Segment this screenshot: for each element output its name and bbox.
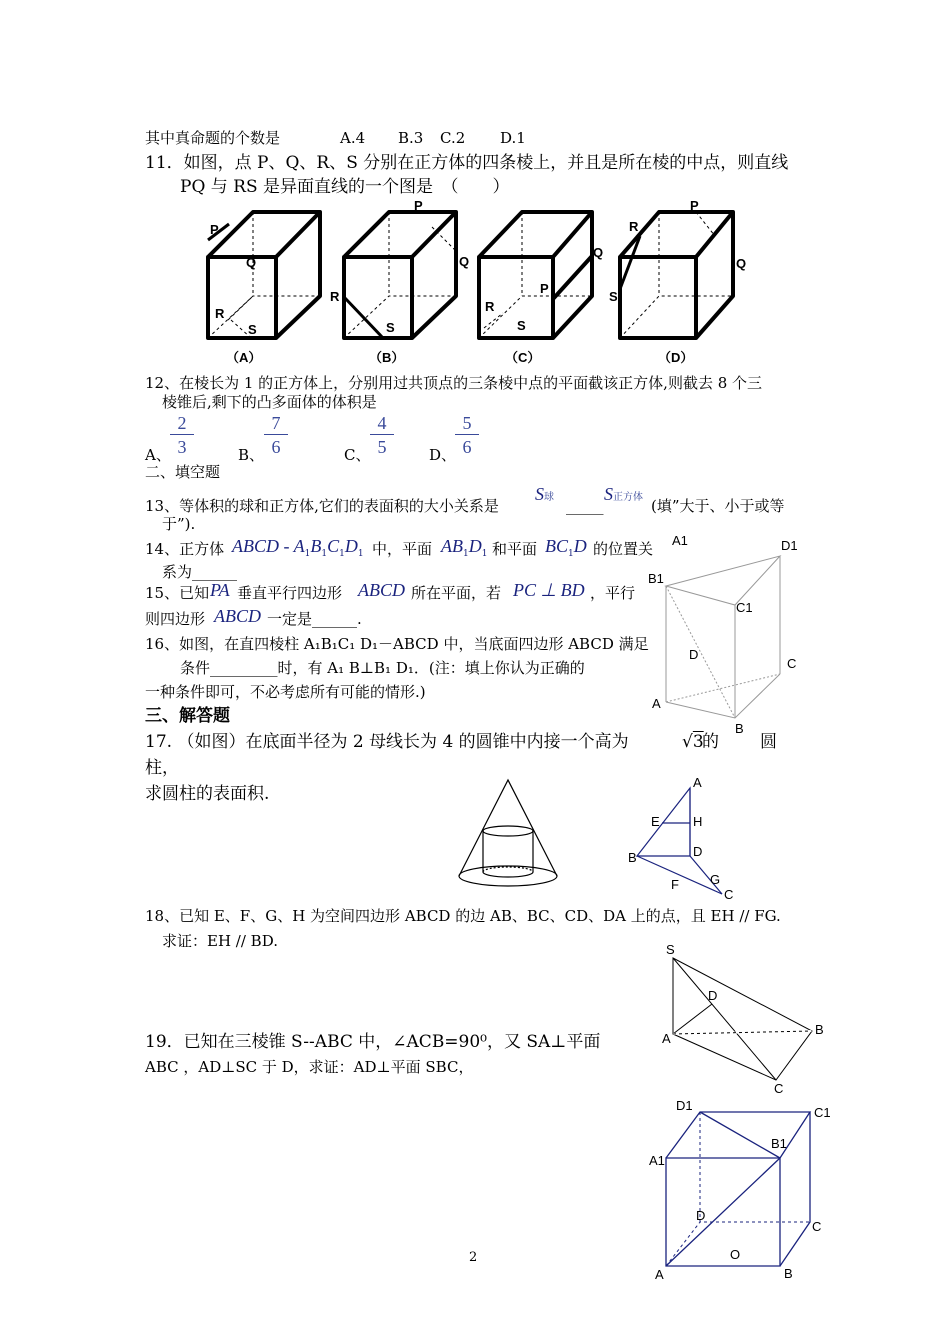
tri-label-b: B (628, 850, 637, 865)
pyr-label-c: C (774, 1081, 784, 1096)
tri-label-f: F (671, 877, 679, 892)
q14-line2: 系为______ (162, 563, 238, 581)
fig-b-label-q: Q (459, 254, 470, 269)
prism-label-b1: B1 (648, 571, 664, 586)
fig-c-label-r: R (485, 299, 495, 314)
caption-b: （B） (369, 350, 405, 365)
fig-b-label-s: S (386, 320, 395, 335)
q10-option-b: B.3 (398, 129, 424, 147)
q12-option-b-fraction: $\frac{7}{6}$ (264, 412, 288, 459)
q10-option-d: D.1 (500, 129, 526, 147)
cube-label-o: O (730, 1247, 741, 1262)
q15-line2a: 则四边形 (145, 610, 206, 628)
q15-suffix: ，平行 (590, 584, 636, 602)
q17-line2: 柱， (145, 758, 179, 778)
fig-d-label-s: S (609, 289, 618, 304)
pyr-label-a: A (662, 1031, 671, 1046)
pyr-label-b: B (815, 1022, 824, 1037)
q12-option-c-fraction: $\frac{4}{5}$ (370, 412, 394, 459)
q15-line2b: 一定是______. (267, 610, 362, 628)
fig-c-label-p: P (540, 281, 549, 296)
page-number: 2 (469, 1250, 478, 1265)
q12-option-d-fraction: $\frac{5}{6}$ (455, 412, 479, 459)
section-fill-in: 二、填空题 (145, 463, 221, 481)
q14-prefix: 14、正方体 (145, 540, 225, 558)
q10-option-a: A.4 (340, 129, 366, 147)
tri-label-d: D (693, 844, 703, 859)
prism-label-c1: C1 (736, 600, 753, 615)
q17-line1b: 的 (702, 732, 719, 752)
caption-a: （A） (226, 350, 262, 365)
q18-line2: 求证：EH // BD. (162, 932, 278, 950)
q13-s-sphere: S球 (535, 484, 554, 504)
fig-a-label-p: P (210, 222, 219, 237)
cube-label-d: D (696, 1208, 706, 1223)
q11-line1: 11．如图，点 P、Q、R、S 分别在正方体的四条棱上，并且是所在棱的中点，则直线 (145, 153, 789, 173)
q14-plane-1: $AB_1D_1$ (441, 536, 488, 559)
section-answer: 三、解答题 (145, 706, 230, 726)
fig-d-label-q: Q (736, 256, 747, 271)
q18-line1: 18、已知 E、F、G、H 为空间四边形 ABCD 的边 AB、BC、CD、DA 上的点，且 EH // FG. (145, 907, 781, 925)
pyr-label-d: D (708, 988, 718, 1003)
q13-blank: _____ (566, 497, 604, 515)
cube-label-c1: C1 (814, 1105, 831, 1120)
prism-label-a: A (652, 696, 661, 711)
cube-label-b1: B1 (771, 1136, 787, 1151)
cube-label-a: A (655, 1267, 664, 1282)
fig-d-label-p: P (690, 198, 699, 213)
cube-label-b: B (784, 1266, 793, 1281)
q15-mid2: 所在平面，若 (411, 584, 502, 602)
q10-stem: 其中真命题的个数是 (145, 129, 281, 147)
q13-prefix: 13、等体积的球和正方体,它们的表面积的大小关系是 (145, 497, 499, 515)
fig-c-label-s: S (517, 318, 526, 333)
prism-label-c: C (787, 656, 797, 671)
fig-b-label-r: R (330, 289, 340, 304)
fig-b-label-p: P (414, 198, 423, 213)
q14-mid: 中，平面 (372, 540, 433, 558)
tri-label-c: C (724, 887, 734, 902)
prism-label-d: D (689, 647, 699, 662)
pyr-label-s: S (666, 942, 675, 957)
q17-sqrt: √3 (682, 732, 704, 752)
q15-prefix: 15、已知 (145, 584, 210, 602)
prism-label-b: B (735, 721, 744, 736)
q19-line1: 19．已知在三棱锥 S--ABC 中，∠ACB=90⁰，又 SA⊥平面 (145, 1032, 601, 1052)
prism-label-a1: A1 (672, 533, 688, 548)
q12-option-a-letter: A、 (145, 446, 171, 464)
q13-suffix: (填”大于、小于或等 (651, 497, 785, 515)
q14-suffix: 的位置关 (593, 540, 654, 558)
fig-a-label-q: Q (246, 255, 257, 270)
caption-d: （D） (658, 350, 694, 365)
fig-c-label-q: Q (593, 245, 604, 260)
fig-a-label-s: S (248, 322, 257, 337)
q17-line3: 求圆柱的表面积. (145, 784, 270, 804)
fig-a-label-r: R (215, 306, 225, 321)
q15-condition: PC ⊥ BD (513, 580, 585, 600)
q17-line1: 17. （如图）在底面半径为 2 母线长为 4 的圆锥中内接一个高为 (145, 732, 629, 752)
q12-option-b-letter: B、 (238, 446, 265, 464)
q16-line3: 一种条件即可，不必考虑所有可能的情形.) (145, 683, 426, 701)
cube-label-c: C (812, 1219, 822, 1234)
q15-pa: PA (210, 580, 230, 600)
caption-c: （C） (505, 350, 541, 365)
tri-label-h: H (693, 814, 703, 829)
q12-line2: 棱锥后,剩下的凸多面体的体积是 (162, 393, 377, 411)
q11-line2: PQ 与 RS 是异面直线的一个图是 （ ） (180, 177, 510, 197)
q14-plane-2: $BC_1D$ (545, 536, 587, 559)
q19-line2: ABC ，AD⊥SC 于 D，求证：AD⊥平面 SBC， (145, 1058, 474, 1076)
q10-option-c: C.2 (440, 129, 466, 147)
q16-line1: 16、如图，在直四棱柱 A₁B₁C₁ D₁－ABCD 中，当底面四边形 ABCD 满足 (145, 635, 649, 653)
q14-cube-expression: ABCD - $A_1B_1C_1D_1$ (232, 536, 364, 559)
tri-label-e: E (651, 814, 660, 829)
tri-label-g: G (710, 872, 721, 887)
cube-label-d1: D1 (676, 1098, 693, 1113)
q15-mid: 垂直平行四边形 (237, 584, 343, 602)
prism-label-d1: D1 (781, 538, 798, 553)
q15-abcd-2: ABCD (214, 606, 261, 626)
q13-s-cube: S正方体 (604, 484, 643, 504)
q12-option-d-letter: D、 (429, 446, 457, 464)
q12-option-c-letter: C、 (344, 446, 371, 464)
tri-label-a: A (693, 775, 702, 790)
fig-d-label-r: R (629, 219, 639, 234)
q16-line2: 条件_________时，有 A₁ B⊥B₁ D₁．(注：填上你认为正确的 (180, 659, 585, 677)
q15-abcd: ABCD (358, 580, 405, 600)
q17-line1c: 圆 (760, 732, 777, 752)
q13-line2: 于”). (162, 515, 196, 533)
q12-line1: 12、在棱长为 1 的正方体上，分别用过共顶点的三条棱中点的平面截该正方体,则截去 8 个三 (145, 374, 763, 392)
q14-and: 和平面 (492, 540, 538, 558)
cube-label-a1: A1 (649, 1153, 665, 1168)
q12-option-a-fraction: $\frac{2}{3}$ (170, 412, 194, 459)
